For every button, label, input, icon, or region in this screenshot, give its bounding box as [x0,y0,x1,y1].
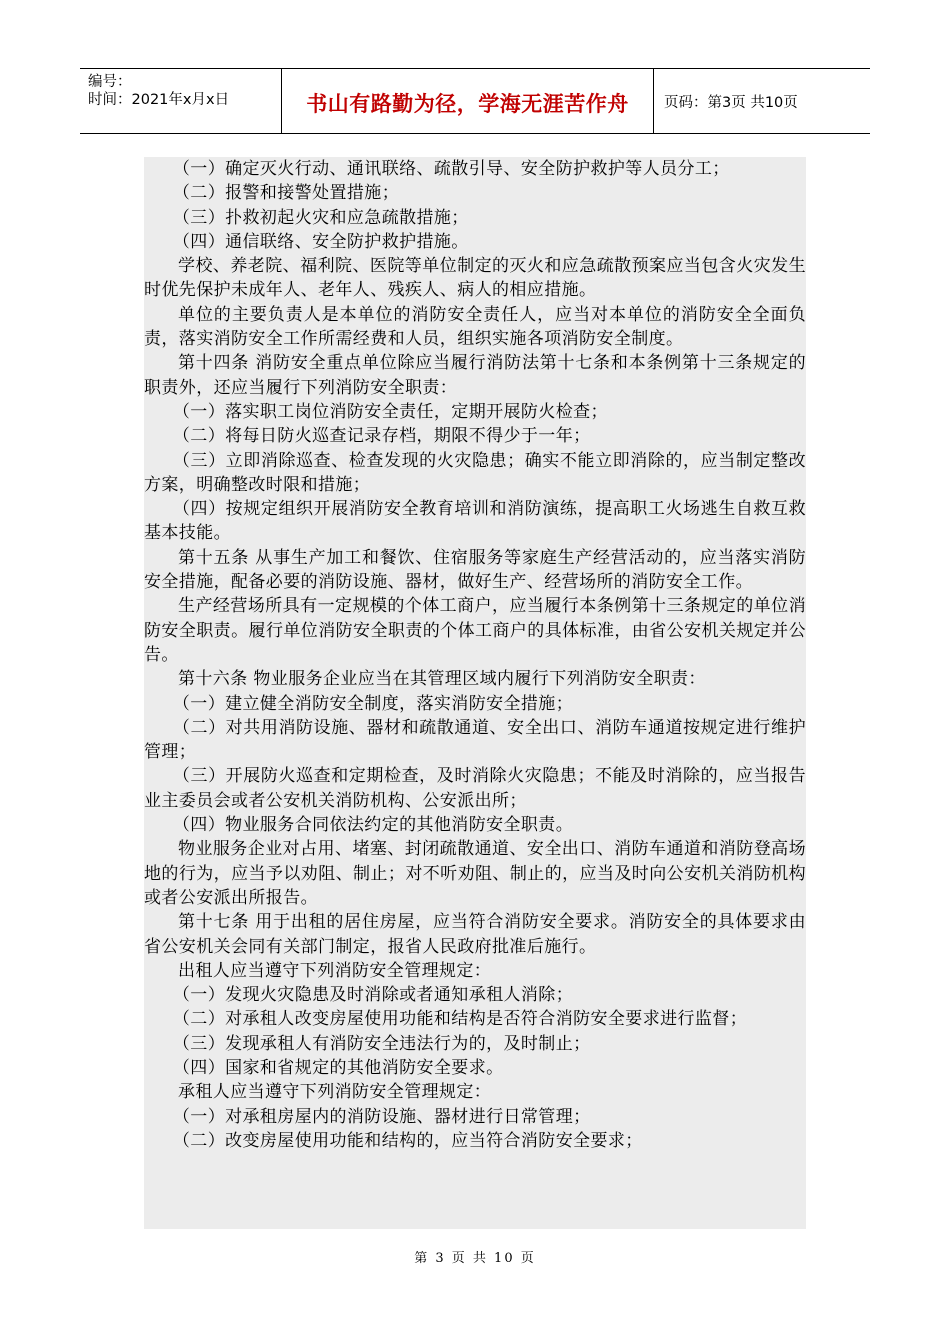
date-label: 时间：2021年x月x日 [88,92,230,108]
paragraph: 第十五条 从事生产加工和餐饮、住宿服务等家庭生产经营活动的，应当落实消防安全措施，配备必要的消防设施、器材，做好生产、经营场所的消防安全工作。 [144,547,806,593]
paragraph: （一）发现火灾隐患及时消除或者通知承租人消除； [172,985,574,1006]
paragraph: （三）开展防火巡查和定期检查，及时消除火灾隐患；不能及时消除的，应当报告业主委员会或者公安机关消防机构、公安派出所； [144,766,806,811]
paragraph: 第十四条 消防安全重点单位除应当履行消防法第十七条和本条例第十三条规定的职责外，还应当履行下列消防安全职责： [144,353,806,398]
paragraph: 物业服务企业对占用、堵塞、封闭疏散通道、安全出口、消防车通道和消防登高场地的行为，应当予以劝阻、制止；对不听劝阻、制止的，应当及时向公安机关消防机构或者公安派出所报告。 [144,839,806,908]
paragraph: （二）报警和接警处置措施； [172,183,400,204]
paragraph: （一）落实职工岗位消防安全责任，定期开展防火检查； [172,401,608,422]
document-body [144,157,806,1229]
paragraph: （四）通信联络、安全防护救护措施。 [172,231,469,252]
paragraph: （三）扑救初起火灾和应急疏散措施； [172,207,469,228]
serial-number-label: 编号： [88,74,132,90]
header-page-info: 页码：第3页 共10页 [664,94,798,111]
paragraph: （四）按规定组织开展消防安全教育培训和消防演练，提高职工火场逃生自救互救基本技能。 [144,499,806,544]
paragraph: 生产经营场所具有一定规模的个体工商户，应当履行本条例第十三条规定的单位消防安全职责。履行单位消防安全职责的个体工商户的具体标准，由省公安机关规定并公告。 [144,596,806,665]
paragraph: （三）立即消除巡查、检查发现的火灾隐患；确实不能立即消除的，应当制定整改方案，明确整改时限和措施； [144,450,806,495]
paragraph: （一）确定灭火行动、通讯联络、疏散引导、安全防护救护等人员分工； [172,159,730,179]
paragraph: （一）对承租房屋内的消防设施、器材进行日常管理； [172,1106,591,1127]
paragraph: （二）对承租人改变房屋使用功能和结构是否符合消防安全要求进行监督； [172,1009,748,1030]
paragraph: （二）改变房屋使用功能和结构的，应当符合消防安全要求； [172,1130,643,1151]
header-meta [80,69,282,133]
page-header [80,68,870,134]
page-footer: 第 3 页 共 10 页 [414,1251,536,1266]
paragraph: 出租人应当遵守下列消防安全管理规定： [178,960,492,981]
paragraph: （三）发现承租人有消防安全违法行为的，及时制止； [172,1033,591,1054]
paragraph: （二）对共用消防设施、器材和疏散通道、安全出口、消防车通道按规定进行维护管理； [144,717,806,763]
paragraph: 第十七条 用于出租的居住房屋，应当符合消防安全要求。消防安全的具体要求由省公安机关会同有关部门制定，报省人民政府批准后施行。 [144,912,806,957]
header-motto: 书山有路勤为径，学海无涯苦作舟 [282,69,654,133]
paragraph: （四）物业服务合同依法约定的其他消防安全职责。 [172,815,574,836]
paragraph: （四）国家和省规定的其他消防安全要求。 [172,1057,504,1078]
paragraph: 第十六条 物业服务企业应当在其管理区域内履行下列消防安全职责： [178,669,706,690]
paragraph: 单位的主要负责人是本单位的消防安全责任人，应当对本单位的消防安全全面负责，落实消防安全工作所需经费和人员，组织实施各项消防安全制度。 [144,304,806,350]
paragraph: （二）将每日防火巡查记录存档，期限不得少于一年； [172,426,591,447]
paragraph: 承租人应当遵守下列消防安全管理规定： [178,1082,492,1103]
paragraph: （一）建立健全消防安全制度，落实消防安全措施； [172,693,574,714]
paragraph: 学校、养老院、福利院、医院等单位制定的灭火和应急疏散预案应当包含火灾发生时优先保护未成年人、老年人、残疾人、病人的相应措施。 [144,256,806,301]
